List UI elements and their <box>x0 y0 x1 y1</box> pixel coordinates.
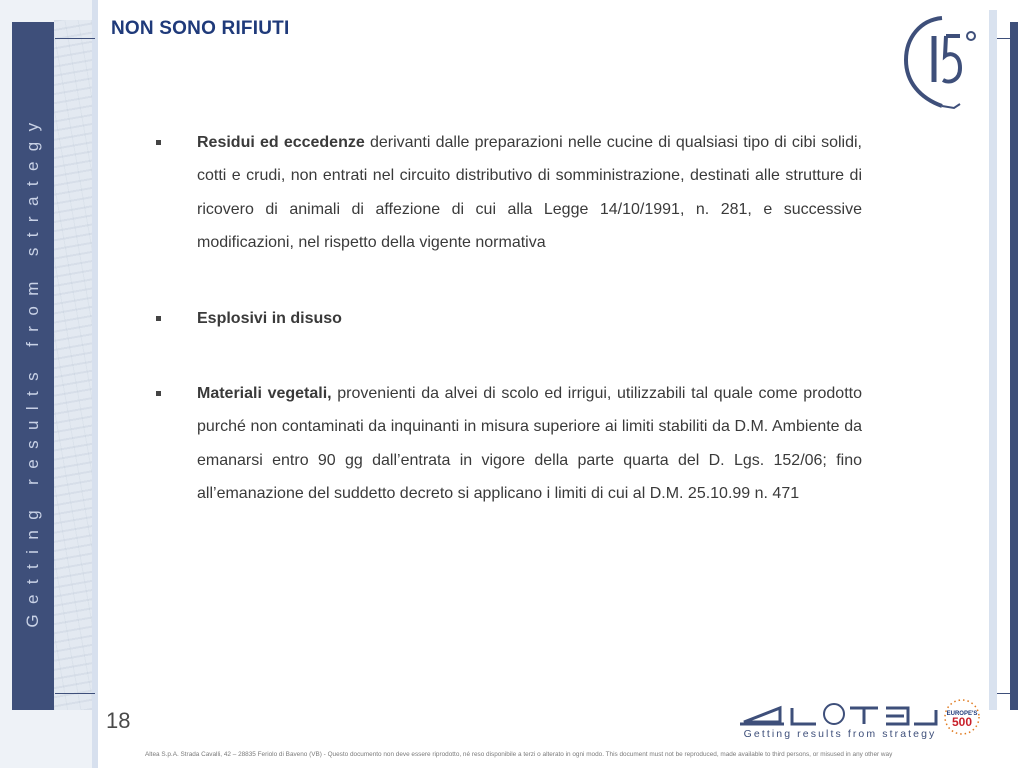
brand-tagline: Getting results from strategy <box>743 728 937 740</box>
list-item <box>156 126 862 260</box>
bullet-icon <box>156 126 161 159</box>
bullet-icon <box>156 377 161 410</box>
footer-disclaimer: Altea S.p.A. Strada Cavalli, 42 – 28835 Feriolo di Baveno (VB) - Questo documento non deve essere riprodotto, né reso disponibile a terzi o alterato in ogni modo. This document must not be reproduced, made available to third persons, or misused in any other way <box>145 751 893 758</box>
sidebar-tagline: Getting results from strategy <box>23 112 42 628</box>
item-heading: Materiali vegetali, <box>197 385 332 403</box>
bottom-rule-left <box>55 693 95 694</box>
bottom-rule-right <box>997 693 1010 694</box>
left-texture-strip <box>54 20 94 710</box>
page-title: NON SONO RIFIUTI <box>111 18 290 39</box>
item-heading: Residui ed eccedenze <box>197 134 365 151</box>
page-number: 18 <box>106 708 131 733</box>
right-light-stripe <box>989 10 997 710</box>
content-list <box>156 126 862 511</box>
top-rule-right <box>997 38 1010 39</box>
europes-500-badge <box>943 698 981 736</box>
right-navy-stripe <box>1010 22 1018 710</box>
svg-text:EUROPE'S: EUROPE'S <box>946 711 978 717</box>
bullet-icon <box>156 302 161 335</box>
left-light-stripe <box>92 0 98 768</box>
list-item <box>156 302 862 335</box>
altea-15-logo <box>898 12 984 110</box>
svg-text:500: 500 <box>951 715 973 729</box>
item-text: derivanti dalle preparazioni nelle cucine di qualsiasi tipo di cibi solidi, cotti e crudi, non entrati nel circuito distributivo di somministrazione, destinati alle strutture di ricovero di animali di affezione di cui alla Legge 14/10/1991, n. 281, e successive modificazioni, nel rispetto della vigente normativa <box>197 134 862 252</box>
item-text: provenienti da alvei di scolo ed irrigui, utilizzabili tal quale come prodotto purché non contaminati da inquinanti in misura superiore ai limiti stabiliti da D.M. Ambiente da emanarsi entro 90 gg dall’entrata in vigore della parte quarta del D. Lgs. 152/06; fino all’emanazione del suddetto decreto si applicano i limiti di cui al D.M. 25.10.99 n. 471 <box>197 385 862 503</box>
item-heading: Esplosivi in disuso <box>197 309 342 327</box>
top-rule-left <box>55 38 95 39</box>
list-item <box>156 377 862 511</box>
